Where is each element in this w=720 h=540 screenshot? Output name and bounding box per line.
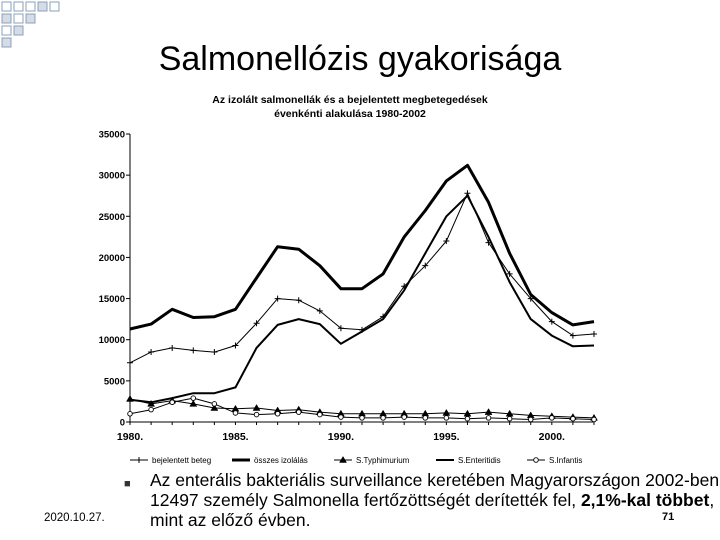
series-5-point [212, 402, 217, 407]
series-5-point [486, 416, 491, 421]
series-5-point [507, 416, 512, 421]
legend-label-5: S.Infantis [549, 456, 583, 465]
body-text-part-2: , mint az előző évben. [150, 490, 715, 530]
series-3-point [443, 409, 450, 415]
page-number: 71 [662, 511, 675, 523]
series-5-point [339, 415, 344, 420]
slide-date: 2020.10.27. [44, 512, 105, 524]
series-1-point [190, 347, 196, 353]
series-5-point [233, 411, 238, 416]
series-5-point [381, 416, 386, 421]
y-tick-label: 35000 [98, 129, 125, 141]
series-5-point [402, 415, 407, 420]
series-1-point [169, 345, 175, 351]
legend-marker-1 [136, 457, 142, 463]
y-tick-label: 0 [119, 417, 125, 429]
x-tick-label: 1985. [222, 431, 249, 443]
series-1-point [127, 360, 133, 366]
legend-marker-5 [534, 458, 539, 463]
series-3-point [253, 405, 260, 411]
series-5-point [360, 416, 365, 421]
y-tick-label: 15000 [98, 294, 125, 306]
body-text [150, 470, 720, 530]
series-5-point [275, 411, 280, 416]
series-line-2 [130, 165, 594, 329]
body-text-part-1: Az enterális bakteriális surveillance keretében Magyarországon 2002-ben 12497 személy Salmonella fertőzöttségét derítették fel, [150, 470, 720, 510]
series-5-point [170, 400, 175, 405]
series-5-point [465, 416, 470, 421]
series-line-1 [130, 193, 594, 363]
series-5-point [296, 410, 301, 415]
series-5-point [592, 417, 597, 422]
series-5-point [191, 396, 196, 401]
slide-title: Salmonellózis gyakorisága [158, 40, 562, 78]
chart-title-line-2: évenkénti alakulása 1980-2002 [274, 108, 426, 120]
series-1-point [591, 331, 597, 337]
x-tick-label: 1995. [433, 431, 460, 443]
x-tick-label: 2000. [538, 431, 565, 443]
y-tick-label: 30000 [98, 170, 125, 182]
x-tick-label: 1980. [116, 431, 144, 443]
series-5-point [318, 412, 323, 417]
series-line-4 [130, 196, 594, 403]
series-3-point [485, 409, 492, 415]
series-1-point [570, 333, 576, 339]
legend-label-4: S.Enteritidis [458, 456, 501, 465]
series-1-point [296, 297, 302, 303]
x-tick-label: 1990. [327, 431, 355, 443]
y-tick-label: 25000 [98, 211, 125, 223]
chart-title-line-1: Az izolált salmonellák és a bejelentett megbetegedések [212, 94, 488, 106]
series-1-point [211, 349, 217, 355]
legend-label-2: összes izolálás [254, 456, 308, 465]
body-text-bold: 2,1%-kal többet [580, 490, 710, 510]
series-5-point [444, 416, 449, 421]
series-5-point [128, 411, 133, 416]
series-5-point [149, 407, 154, 412]
y-tick-label: 5000 [103, 376, 125, 388]
series-5-point [254, 412, 259, 417]
series-5-point [528, 417, 533, 422]
y-tick-label: 20000 [98, 252, 125, 264]
series-5-point [550, 416, 555, 421]
bullet-marker: ■ [124, 478, 131, 490]
legend-label-1: bejelentett beteg [152, 456, 212, 465]
series-1-point [148, 349, 154, 355]
y-tick-label: 10000 [98, 335, 125, 347]
series-5-point [571, 416, 576, 421]
series-5-point [423, 416, 428, 421]
legend-label-3: S.Typhimurium [356, 456, 410, 465]
